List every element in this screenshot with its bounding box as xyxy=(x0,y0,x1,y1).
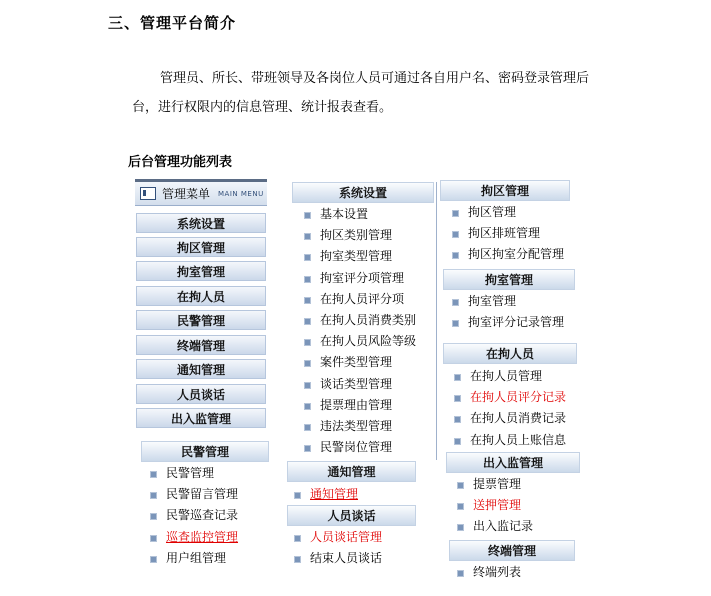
intro-paragraph: 管理员、所长、带班领导及各岗位人员可通过各自用户名、密码登录管理后台，进行权限内的信息管理、统计报表查看。 xyxy=(132,71,590,115)
room-item[interactable]: 拘室评分记录管理 xyxy=(450,312,564,333)
menu-icon xyxy=(140,187,156,200)
police-item[interactable]: 用户组管理 xyxy=(148,548,238,569)
system-item[interactable]: 在拘人员风险等级 xyxy=(302,331,416,352)
menu-item-detainee[interactable]: 在拘人员 xyxy=(136,286,266,306)
terminal-header[interactable]: 终端管理 xyxy=(449,540,575,561)
detainee-item[interactable]: 在拘人员评分记录 xyxy=(452,387,566,408)
menu-item-terminal[interactable]: 终端管理 xyxy=(136,335,266,355)
notice-list xyxy=(292,484,358,505)
notice-header[interactable]: 通知管理 xyxy=(287,461,416,482)
system-item[interactable]: 在拘人员消费类别 xyxy=(302,310,416,331)
menu-item-police[interactable]: 民警管理 xyxy=(136,310,266,330)
inout-item[interactable]: 出入监记录 xyxy=(455,516,533,537)
terminal-item[interactable]: 终端列表 xyxy=(455,562,521,583)
system-list xyxy=(302,204,416,458)
room-list xyxy=(450,291,564,333)
menu-item-system[interactable]: 系统设置 xyxy=(136,213,266,233)
area-list xyxy=(450,202,564,266)
police-item[interactable]: 民警留言管理 xyxy=(148,484,238,505)
system-item[interactable]: 拘区类别管理 xyxy=(302,225,416,246)
system-item[interactable]: 违法类型管理 xyxy=(302,416,416,437)
inout-item[interactable]: 提票管理 xyxy=(455,474,533,495)
system-item[interactable]: 提票理由管理 xyxy=(302,395,416,416)
menu-item-talk[interactable]: 人员谈话 xyxy=(136,384,266,404)
menu-subtitle: MAIN MENU xyxy=(218,189,264,198)
area-header[interactable]: 拘区管理 xyxy=(440,180,570,201)
police-header[interactable]: 民警管理 xyxy=(141,441,269,462)
system-item[interactable]: 案件类型管理 xyxy=(302,352,416,373)
system-item[interactable]: 在拘人员评分项 xyxy=(302,289,416,310)
inout-item[interactable]: 送押管理 xyxy=(455,495,533,516)
talk-header[interactable]: 人员谈话 xyxy=(287,505,416,526)
police-list xyxy=(148,463,238,569)
detainee-header[interactable]: 在拘人员 xyxy=(443,343,577,364)
detainee-item[interactable]: 在拘人员管理 xyxy=(452,366,566,387)
menu-item-room[interactable]: 拘室管理 xyxy=(136,261,266,281)
detainee-item[interactable]: 在拘人员上账信息 xyxy=(452,430,566,451)
terminal-list xyxy=(455,562,521,583)
talk-list xyxy=(292,527,382,569)
menu-item-notice[interactable]: 通知管理 xyxy=(136,359,266,379)
inout-header[interactable]: 出入监管理 xyxy=(446,452,580,473)
menu-title: 管理菜单 xyxy=(162,187,211,201)
notice-item[interactable]: 通知管理 xyxy=(292,484,358,505)
system-item[interactable]: 拘室评分项管理 xyxy=(302,268,416,289)
room-item[interactable]: 拘室管理 xyxy=(450,291,564,312)
police-item[interactable]: 巡查监控管理 xyxy=(148,527,238,548)
list-title: 后台管理功能列表 xyxy=(128,155,233,170)
room-header[interactable]: 拘室管理 xyxy=(443,269,575,290)
police-item[interactable]: 民警管理 xyxy=(148,463,238,484)
column-divider xyxy=(436,182,437,460)
system-item[interactable]: 谈话类型管理 xyxy=(302,374,416,395)
system-item[interactable]: 民警岗位管理 xyxy=(302,437,416,458)
police-item[interactable]: 民警巡查记录 xyxy=(148,505,238,526)
talk-item[interactable]: 结束人员谈话 xyxy=(292,548,382,569)
menu-item-area[interactable]: 拘区管理 xyxy=(136,237,266,257)
main-menu-header xyxy=(135,179,267,206)
area-item[interactable]: 拘区拘室分配管理 xyxy=(450,244,564,265)
section-title: 三、管理平台简介 xyxy=(108,14,237,32)
talk-item[interactable]: 人员谈话管理 xyxy=(292,527,382,548)
area-item[interactable]: 拘区排班管理 xyxy=(450,223,564,244)
detainee-list xyxy=(452,366,566,451)
menu-item-inout[interactable]: 出入监管理 xyxy=(136,408,266,428)
system-item[interactable]: 基本设置 xyxy=(302,204,416,225)
system-item[interactable]: 拘室类型管理 xyxy=(302,246,416,267)
area-item[interactable]: 拘区管理 xyxy=(450,202,564,223)
system-header[interactable]: 系统设置 xyxy=(292,182,434,203)
detainee-item[interactable]: 在拘人员消费记录 xyxy=(452,408,566,429)
inout-list xyxy=(455,474,533,538)
